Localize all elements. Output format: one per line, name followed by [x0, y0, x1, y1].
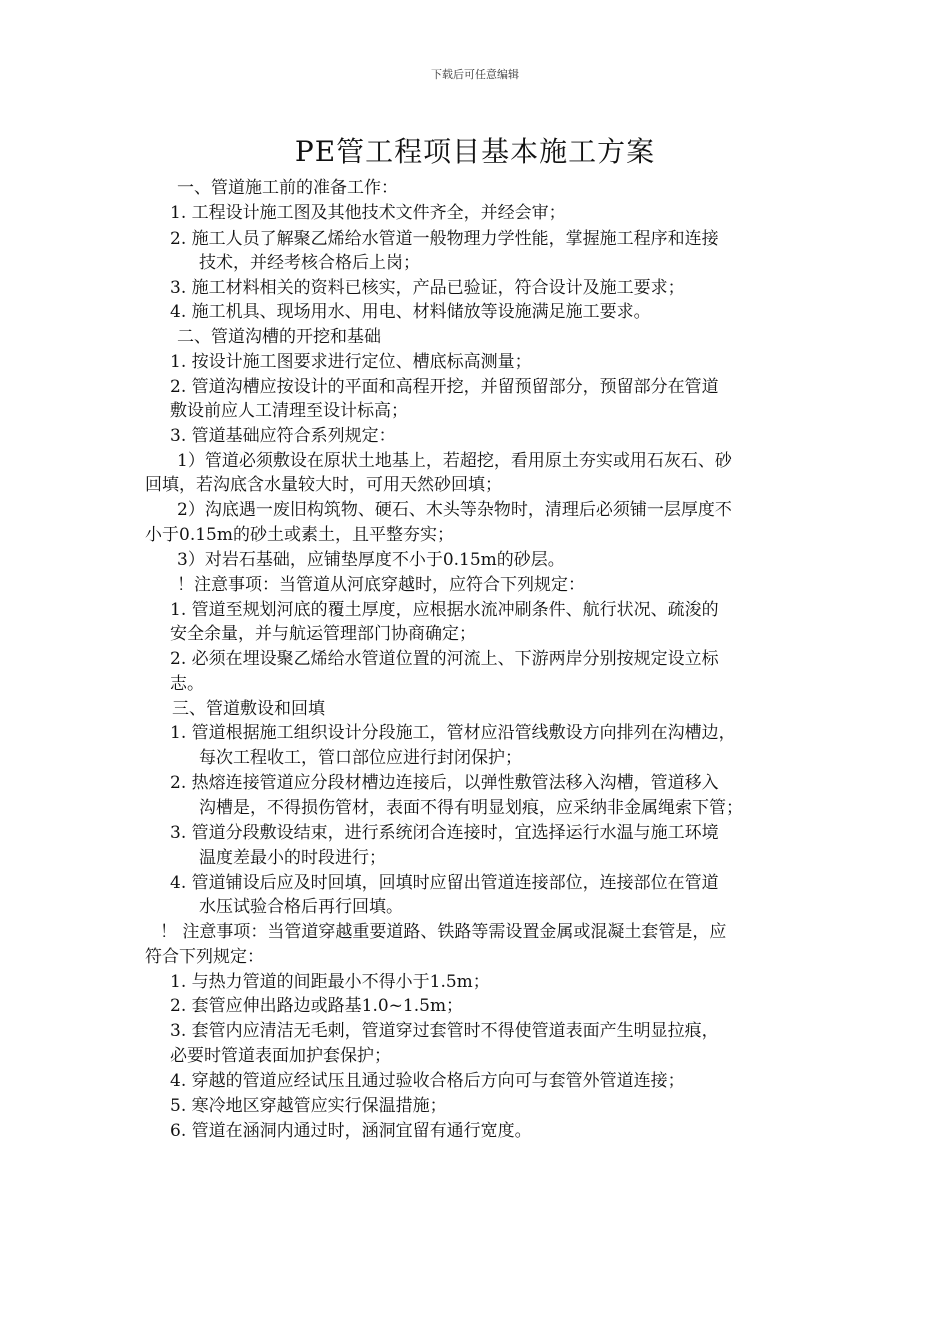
list-item: 3. 管道分段敷设结束，进行系统闭合连接时，宜选择运行水温与施工环境	[170, 823, 719, 843]
sub-item: 2）沟底遇一废旧构筑物、硬石、木头等杂物时，清理后必须铺一层厚度不	[177, 500, 732, 520]
list-item: 1. 管道根据施工组织设计分段施工，管材应沿管线敷设方向排列在沟槽边，	[170, 723, 736, 743]
list-item: 4. 施工机具、现场用水、用电、材料储放等设施满足施工要求。	[170, 302, 651, 322]
section-heading: 一、管道施工前的准备工作：	[177, 178, 398, 198]
list-item: 1. 与热力管道的间距最小不得小于1.5m；	[170, 972, 490, 992]
list-item: 1. 按设计施工图要求进行定位、槽底标高测量；	[170, 352, 532, 372]
list-item: 敷设前应人工清理至设计标高；	[170, 401, 408, 421]
list-item: 2. 施工人员了解聚乙烯给水管道一般物理力学性能，掌握施工程序和连接	[170, 229, 719, 249]
list-item: 1. 管道至规划河底的覆土厚度，应根据水流冲刷条件、航行状况、疏浚的	[170, 600, 719, 620]
list-item: 4. 管道铺设后应及时回填，回填时应留出管道连接部位，连接部位在管道	[170, 873, 719, 893]
document-title: PE管工程项目基本施工方案	[294, 135, 656, 168]
notice-heading: ！注意事项：当管道从河底穿越时，应符合下列规定：	[177, 575, 585, 595]
list-item: 水压试验合格后再行回填。	[199, 897, 403, 917]
list-item: 1. 工程设计施工图及其他技术文件齐全，并经会审；	[170, 203, 566, 223]
notice-heading: 符合下列规定：	[145, 947, 264, 967]
list-item: 志。	[170, 674, 204, 694]
list-item: 沟槽是，不得损伤管材，表面不得有明显划痕，应采纳非金属绳索下管；	[199, 798, 743, 818]
list-item: 技术，并经考核合格后上岗；	[199, 253, 420, 273]
list-item: 2. 套管应伸出路边或路基1.0~1.5m；	[170, 996, 464, 1016]
page-header: 下载后可任意编辑	[431, 68, 519, 81]
section-heading: 二、管道沟槽的开挖和基础	[177, 327, 381, 347]
section-heading: 三、管道敷设和回填	[172, 699, 325, 719]
notice-heading: ！ 注意事项：当管道穿越重要道路、铁路等需设置金属或混凝土套管是，应	[160, 922, 727, 942]
list-item: 3. 管道基础应符合系列规定：	[170, 426, 396, 446]
list-item: 2. 管道沟槽应按设计的平面和高程开挖，并留预留部分，预留部分在管道	[170, 377, 719, 397]
list-item: 安全余量，并与航运管理部门协商确定；	[170, 624, 476, 644]
list-item: 每次工程收工，管口部位应进行封闭保护；	[199, 748, 522, 768]
list-item: 5. 寒冷地区穿越管应实行保温措施；	[170, 1096, 447, 1116]
sub-item: 小于0.15m的砂土或素土，且平整夯实；	[145, 525, 454, 545]
list-item: 3. 套管内应清洁无毛刺，管道穿过套管时不得使管道表面产生明显拉痕，	[170, 1021, 719, 1041]
list-item: 4. 穿越的管道应经试压且通过验收合格后方向可与套管外管道连接；	[170, 1071, 685, 1091]
list-item: 2. 热熔连接管道应分段材槽边连接后，以弹性敷管法移入沟槽，管道移入	[170, 773, 719, 793]
list-item: 温度差最小的时段进行；	[199, 848, 386, 868]
list-item: 2. 必须在埋设聚乙烯给水管道位置的河流上、下游两岸分别按规定设立标	[170, 649, 719, 669]
list-item: 必要时管道表面加护套保护；	[170, 1046, 391, 1066]
list-item: 6. 管道在涵洞内通过时，涵洞宜留有通行宽度。	[170, 1121, 532, 1141]
sub-item: 1）管道必须敷设在原状土地基上，若超挖，看用原土夯实或用石灰石、砂	[177, 451, 732, 471]
sub-item: 3）对岩石基础，应铺垫厚度不小于0.15m的砂层。	[177, 550, 565, 570]
sub-item: 回填，若沟底含水量较大时，可用天然砂回填；	[145, 475, 502, 495]
list-item: 3. 施工材料相关的资料已核实，产品已验证，符合设计及施工要求；	[170, 278, 685, 298]
